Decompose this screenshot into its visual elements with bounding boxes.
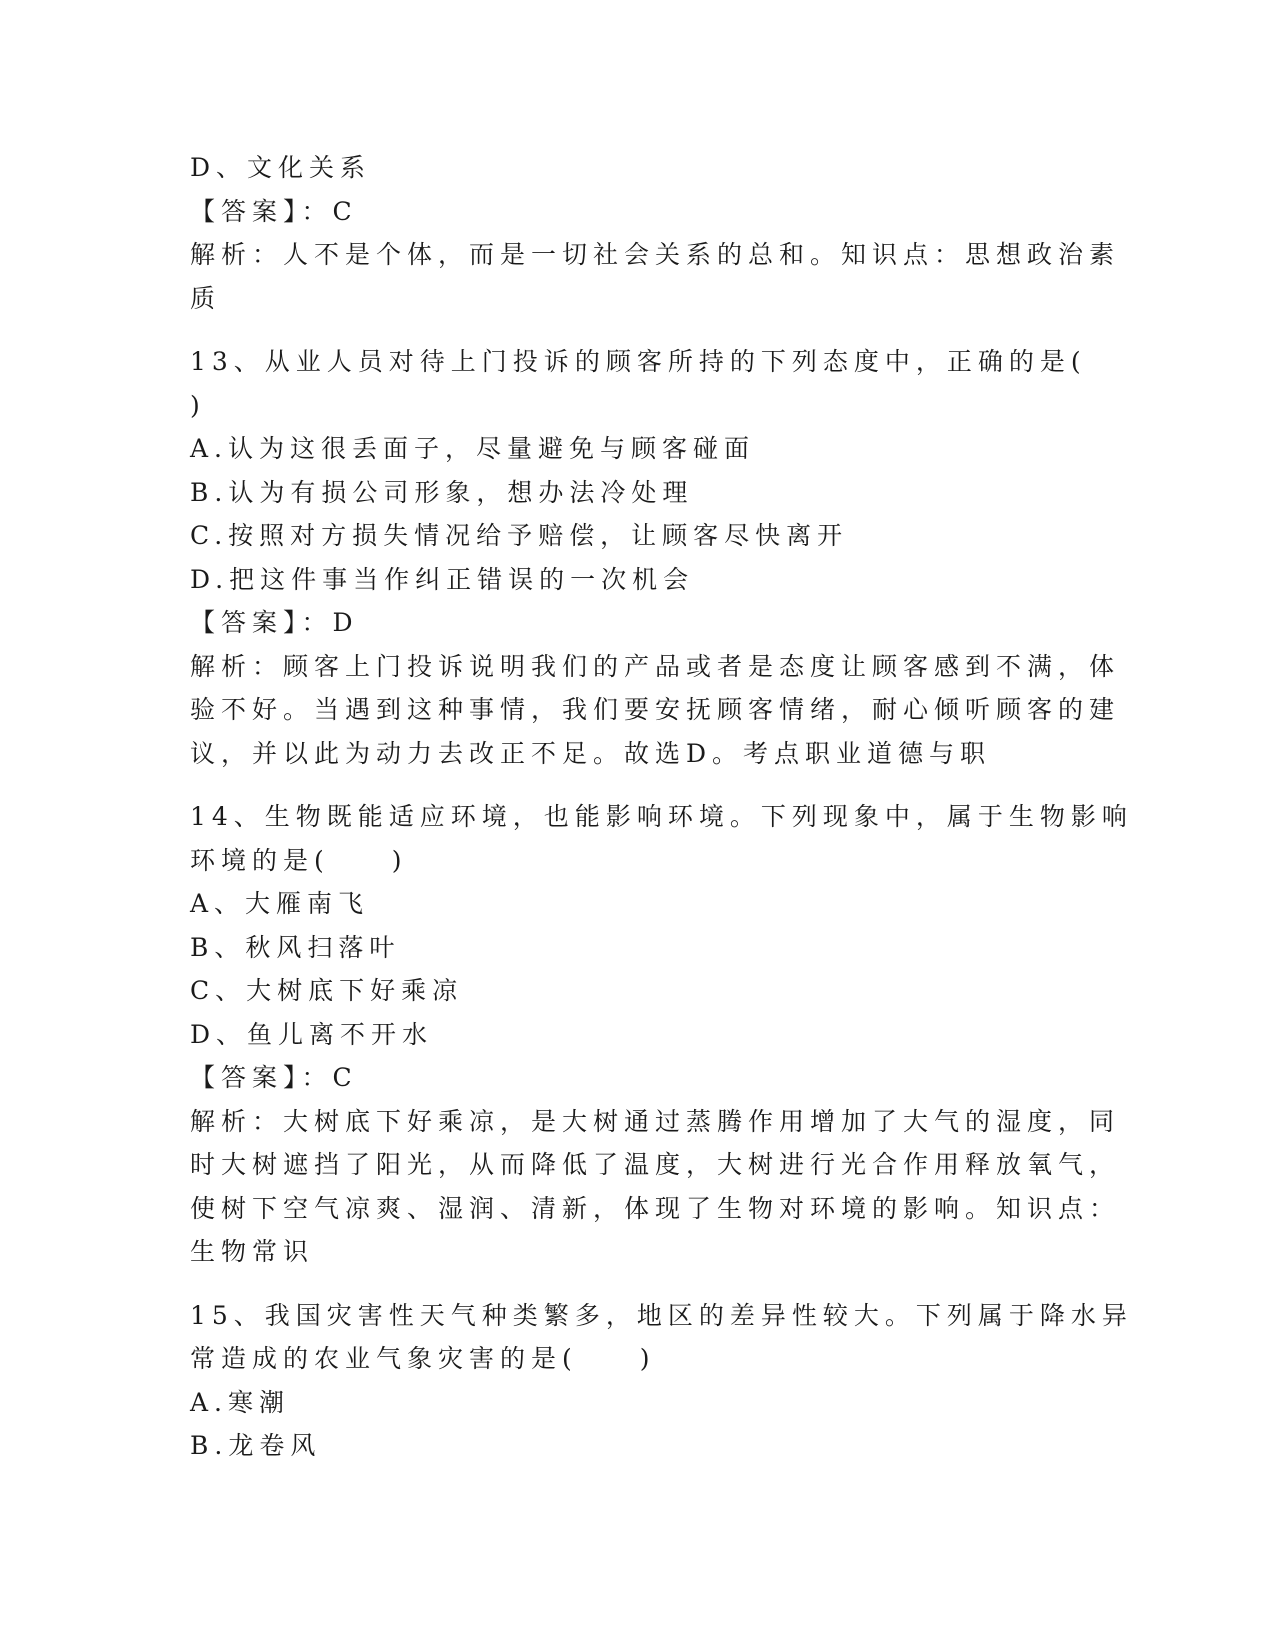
q13-stem-line: 13、从业人员对待上门投诉的顾客所持的下列态度中，正确的是( [190, 347, 1087, 376]
q13-analysis-line: 验不好。当遇到这种事情，我们要安抚顾客情绪，耐心倾听顾客的建 [190, 695, 1121, 724]
q12-option-d: D、文化关系 [190, 153, 372, 182]
q13-option-d: D.把这件事当作纠正错误的一次机会 [190, 564, 695, 594]
q13-option-a: A.认为这很丢面子，尽量避免与顾客碰面 [190, 434, 756, 463]
q13-analysis-line: 解析：顾客上门投诉说明我们的产品或者是态度让顾客感到不满，体 [190, 651, 1121, 681]
q12-answer: 【答案】：C [190, 196, 358, 226]
q15-option-a: A.寒潮 [190, 1387, 291, 1417]
spacer [190, 1274, 1070, 1294]
q14-option-c: C、大树底下好乘凉 [190, 976, 464, 1005]
q14-answer: 【答案】：C [190, 1063, 358, 1092]
q13-answer: 【答案】：D [190, 608, 359, 637]
q13-stem-line: ) [190, 390, 206, 420]
q14-option-d: D、鱼儿离不开水 [190, 1019, 434, 1049]
q14-analysis-line: 时大树遮挡了阳光，从而降低了温度，大树进行光合作用释放氧气， [190, 1150, 1121, 1179]
q15-option-b: B.龙卷风 [190, 1431, 322, 1460]
q14-stem-line: 14、生物既能适应环境，也能影响环境。下列现象中，属于生物影响 [190, 802, 1133, 831]
q15-stem-line: 15、我国灾害性天气种类繁多，地区的差异性较大。下列属于降水异 [190, 1300, 1133, 1330]
q13-analysis-line: 议，并以此为动力去改正不足。故选D。考点职业道德与职 [190, 738, 992, 768]
q14-option-a: A、大雁南飞 [190, 889, 370, 918]
page-content [190, 146, 1133, 1468]
spacer [190, 320, 1070, 340]
q13-option-c: C.按照对方损失情况给予赔偿，让顾客尽快离开 [190, 521, 849, 550]
q14-analysis-line: 使树下空气凉爽、湿润、清新，体现了生物对环境的影响。知识点： [190, 1193, 1121, 1223]
spacer [190, 775, 1070, 795]
q12-analysis-line: 解析：人不是个体，而是一切社会关系的总和。知识点：思想政治素 [190, 240, 1121, 269]
q12-analysis-line: 质 [190, 283, 222, 313]
q13-option-b: B.认为有损公司形象，想办法冷处理 [190, 477, 694, 507]
q14-analysis-line: 生物常识 [190, 1237, 315, 1266]
q14-stem-line: 环境的是( ) [190, 845, 408, 875]
q15-stem-line: 常造成的农业气象灾害的是( ) [190, 1344, 656, 1373]
q14-option-b: B、秋风扫落叶 [190, 932, 401, 962]
q14-analysis-line: 解析：大树底下好乘凉，是大树通过蒸腾作用增加了大气的湿度，同 [190, 1106, 1121, 1136]
